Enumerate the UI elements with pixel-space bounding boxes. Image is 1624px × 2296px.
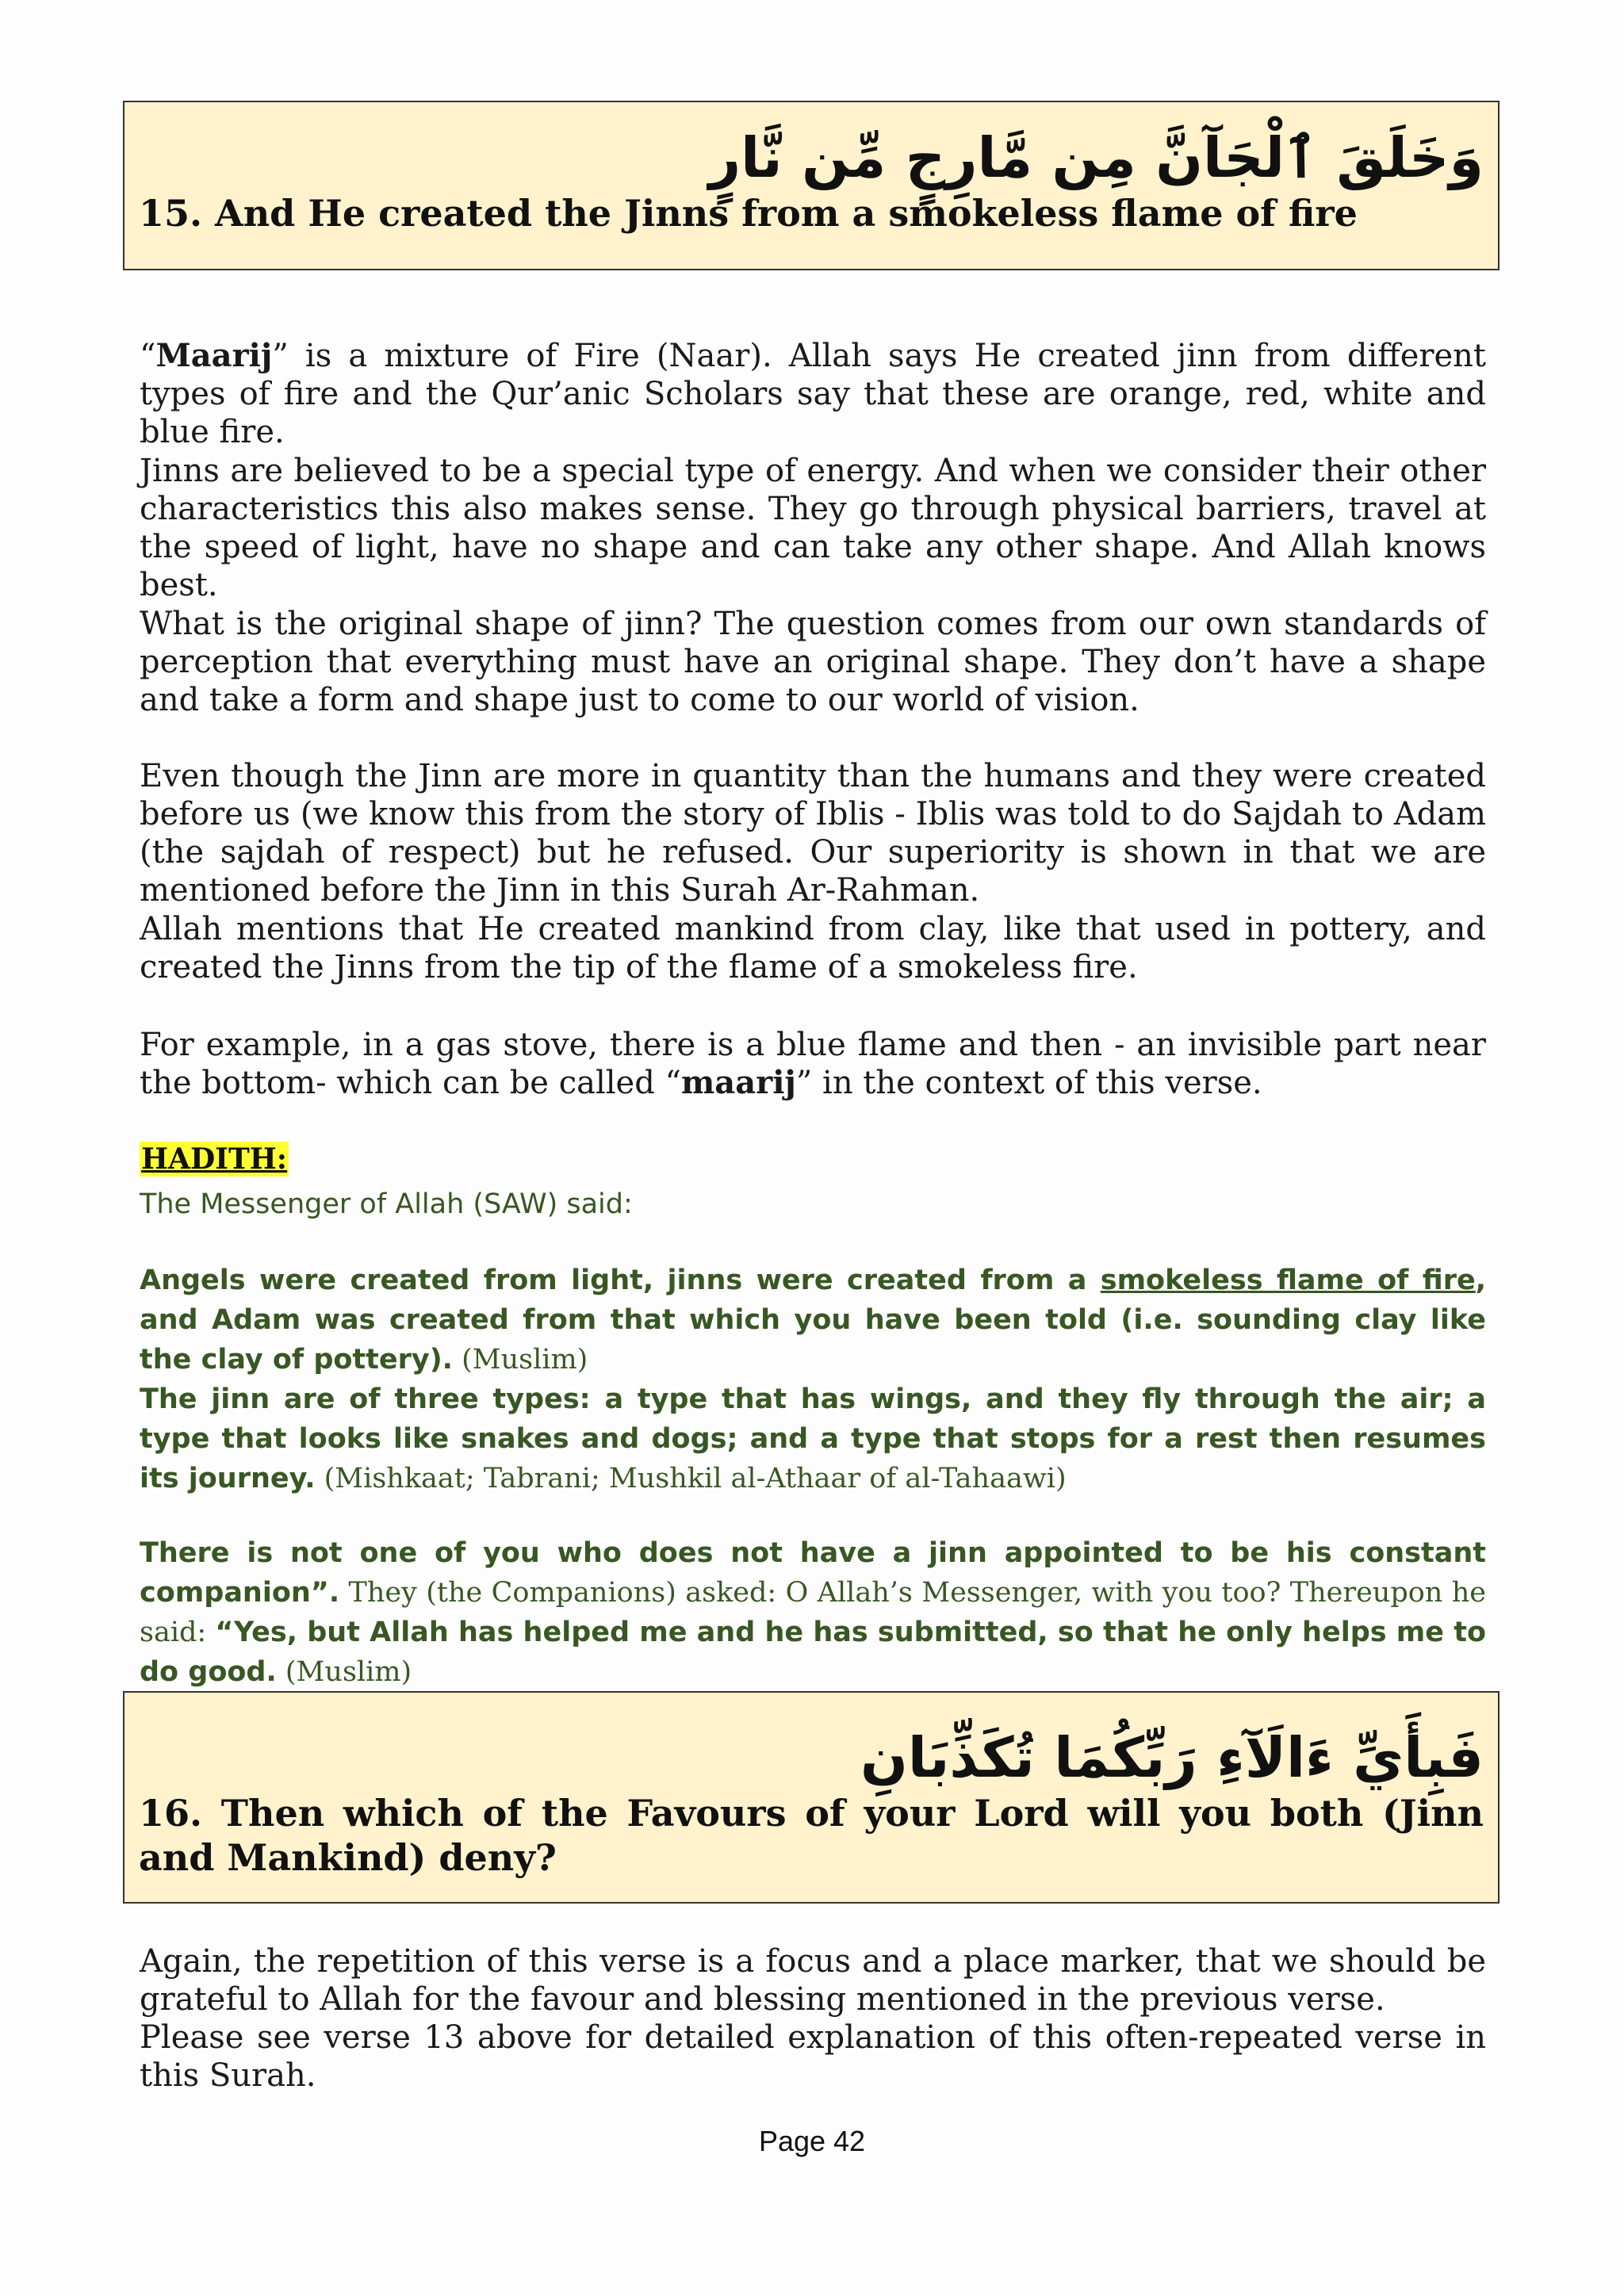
hadith-intro: The Messenger of Allah (SAW) said:: [140, 1188, 633, 1220]
hadith-1-reference: (Muslim): [452, 1344, 588, 1376]
hadith-3-text-b: “Yes, but Allah has helped me and he has submitted, so that he only helps me to do good.: [140, 1617, 1486, 1688]
hadith-label: HADITH:: [141, 1142, 288, 1176]
paragraph-repetition: [140, 1942, 1486, 2095]
paragraph-repetition-a: Again, the repetition of this verse is a focus and a place marker, that we should be grateful to Allah for the favour and blessing mentioned in the previous verse.: [140, 1943, 1486, 2018]
quote-open: “: [140, 338, 156, 374]
paragraph-gas-stove: [140, 1026, 1486, 1102]
verse-15-box: [123, 101, 1500, 270]
term-maarij: Maarij: [155, 337, 273, 374]
paragraph-creation: Allah mentions that He created mankind from clay, like that used in pottery, and created the Jinns from the tip of the flame of a smokeless fire.: [140, 911, 1486, 985]
hadith-2-text: The jinn are of three types: a type that has wings, and they fly through the air; a type that looks like snakes and dogs; and a type that stops for a rest then resumes its journey.: [140, 1383, 1486, 1494]
hadith-2: [140, 1380, 1486, 1498]
verse-16-arabic: فَبِأَيِّ ءَالَآءِ رَبِّكُمَا تُكَذِّبَانِ: [860, 1725, 1484, 1790]
verse-16-box: [123, 1691, 1500, 1904]
verse-15-arabic: وَخَلَقَ ٱلْجَآنَّ مِن مَّارِجٍ مِّن نَّارٍ: [708, 125, 1484, 190]
hadith-3-text-mid: They (the Companions) asked: O Allah’s Messenger, with you too? Thereupon he said:: [140, 1577, 1486, 1648]
paragraph-maarij-text: ” is a mixture of Fire (Naar). Allah says He created jinn from different types of fire and the Qur’anic Scholars say that these are orange, red, white and blue fire.: [140, 338, 1486, 450]
paragraph-repetition-b: Please see verse 13 above for detailed explanation of this often-repeated verse in this Surah.: [140, 2019, 1486, 2094]
paragraph-maarij: [140, 337, 1486, 451]
hadith-1-text-a: Angels were created from light, jinns were created from a: [140, 1265, 1101, 1296]
hadith-3-text-a: There is not one of you who does not have a jinn appointed to be his constant companion”.: [140, 1537, 1486, 1609]
verse-16-title: 16. Then which of the Favours of your Lord will you both (Jinn and Mankind) deny?: [139, 1792, 1484, 1879]
hadith-1: [140, 1261, 1486, 1380]
paragraph-original-shape: What is the original shape of jinn? The question comes from our own standards of perception that everything must have an original shape. They don’t have a shape and take a form and shape just to come to our world of vision.: [140, 606, 1486, 718]
hadith-1-text-b: , and Adam was created from that which you have been told (i.e. sounding clay like the clay of pottery).: [140, 1265, 1487, 1376]
paragraph-superiority: Even though the Jinn are more in quantity than the humans and they were created before us (we know this from the story of Iblis - Iblis was told to do Sajdah to Adam (the sajdah of respect) but he refused. Our superiority is shown in that we are mentioned before the Jinn in this Surah Ar-Rahman.: [140, 758, 1486, 909]
page-number: Page 42: [758, 2125, 866, 2157]
paragraph-energy: Jinns are believed to be a special type of energy. And when we consider their other characteristics this also makes sense. They go through physical barriers, travel at the speed of light, have no shape and can take any other shape. And Allah knows best.: [140, 453, 1486, 603]
verse-15-title: 15. And He created the Jinns from a smokeless flame of fire: [139, 192, 1358, 235]
hadith-2-reference: (Mishkaat; Tabrani; Mushkil al-Athaar of al-Tahaawi): [315, 1463, 1067, 1494]
hadith-3: [140, 1533, 1486, 1692]
paragraph-gas-stove-start: For example, in a gas stove, there is a blue flame and then - an invisible part near the bottom- which can be called “: [140, 1027, 1486, 1101]
hadith-1-underlined: smokeless flame of fire: [1100, 1265, 1476, 1296]
hadith-3-reference: (Muslim): [276, 1656, 412, 1688]
paragraph-gas-stove-end: ” in the context of this verse.: [795, 1065, 1262, 1101]
term-maarij-2: maarij: [680, 1064, 796, 1101]
